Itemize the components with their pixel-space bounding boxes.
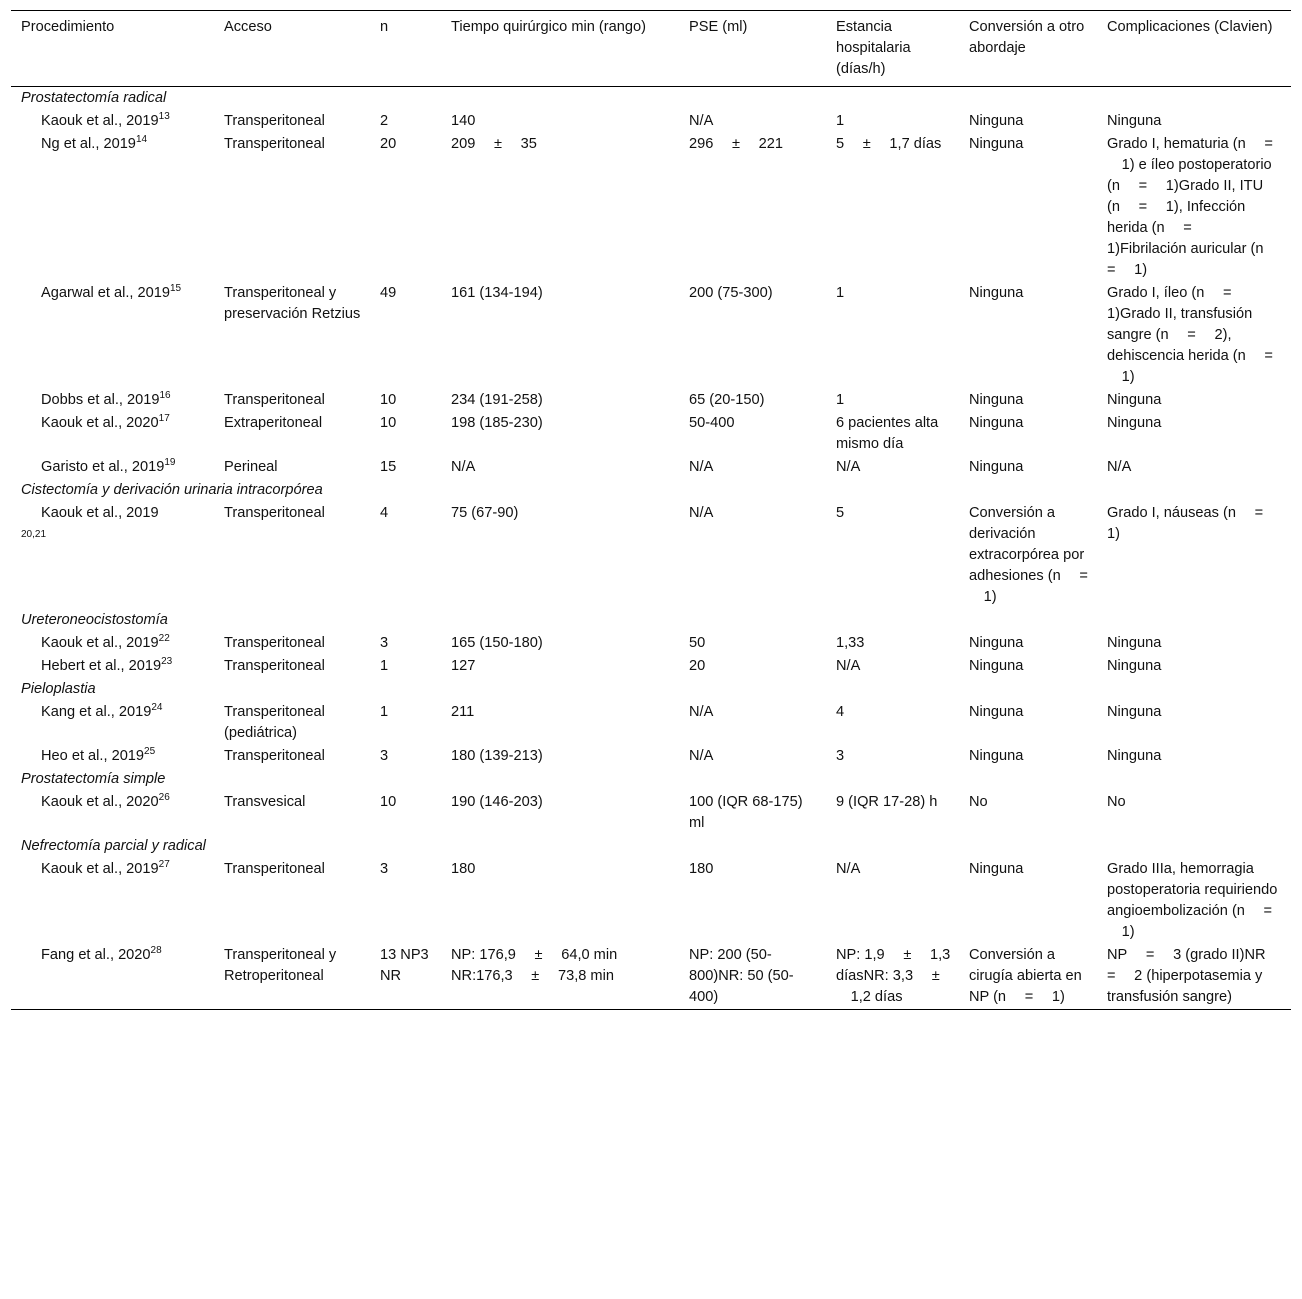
- cell-conversion: Ninguna: [969, 748, 1024, 764]
- header-acceso: Acceso: [224, 19, 272, 35]
- author-citation: Kaouk et al., 2019: [41, 113, 159, 129]
- cell-procedure: [11, 701, 214, 745]
- author-citation: Kaouk et al., 2019: [41, 505, 159, 521]
- cell-stay: N/A: [836, 658, 861, 674]
- cell-stay: N/A: [836, 459, 861, 475]
- cell-pse: 50-400: [689, 415, 735, 431]
- cell-pse: 296 ± 221: [689, 136, 784, 152]
- procedures-table: [11, 10, 1291, 1010]
- table-row: [11, 655, 1291, 678]
- table-row: [11, 282, 1291, 389]
- author-citation: Heo et al., 2019: [41, 748, 145, 764]
- author-citation: Kaouk et al., 2020: [41, 794, 159, 810]
- section-title: Pieloplastia: [21, 681, 96, 697]
- cell-complications: Ninguna: [1107, 635, 1162, 651]
- cell-conversion: Ninguna: [969, 861, 1024, 877]
- cell-n: 20: [380, 136, 397, 152]
- cell-n: 2: [380, 113, 389, 129]
- cell-complications: Ninguna: [1107, 658, 1162, 674]
- section-title: Nefrectomía parcial y radical: [21, 838, 206, 854]
- cell-pse: N/A: [689, 459, 714, 475]
- cell-procedure: [11, 502, 214, 609]
- section-row: [11, 87, 1291, 111]
- cell-stay: 1,33: [836, 635, 865, 651]
- cell-procedure: [11, 655, 214, 678]
- cell-time: 180 (139-213): [451, 748, 543, 764]
- reference-number: 24: [151, 702, 163, 714]
- cell-time: 127: [451, 658, 476, 674]
- cell-stay: N/A: [836, 861, 861, 877]
- cell-procedure: [11, 858, 214, 944]
- author-citation: Hebert et al., 2019: [41, 658, 162, 674]
- table-row: [11, 412, 1291, 456]
- cell-procedure: [11, 412, 214, 456]
- reference-number: 22: [158, 633, 170, 645]
- cell-time: 161 (134-194): [451, 285, 543, 301]
- section-title: Ureteroneocistostomía: [21, 612, 168, 628]
- reference-number: 16: [159, 390, 171, 402]
- section-row: [11, 835, 1291, 858]
- table-row: [11, 502, 1291, 609]
- section-title: Cistectomía y derivación urinaria intracorpórea: [21, 482, 323, 498]
- table-row: [11, 791, 1291, 835]
- reference-number: 28: [150, 945, 162, 957]
- reference-number: 19: [164, 457, 176, 469]
- cell-procedure: [11, 110, 214, 133]
- cell-n: 3: [380, 748, 389, 764]
- header-n: n: [380, 19, 389, 35]
- cell-stay: 5: [836, 505, 845, 521]
- cell-procedure: [11, 791, 214, 835]
- cell-stay: 6 pacientes alta mismo día: [836, 415, 939, 452]
- cell-n: 4: [380, 505, 389, 521]
- cell-time: 209 ± 35: [451, 136, 537, 152]
- author-citation: Kaouk et al., 2020: [41, 415, 159, 431]
- cell-stay: 1: [836, 392, 845, 408]
- cell-complications: No: [1107, 794, 1126, 810]
- reference-number: 20,21: [21, 529, 47, 540]
- cell-pse: 50: [689, 635, 706, 651]
- cell-time: 140: [451, 113, 476, 129]
- cell-procedure: [11, 456, 214, 479]
- cell-n: 15: [380, 459, 397, 475]
- cell-conversion: Ninguna: [969, 635, 1024, 651]
- author-citation: Dobbs et al., 2019: [41, 392, 160, 408]
- cell-access: Extraperitoneal: [224, 415, 323, 431]
- cell-time: 234 (191-258): [451, 392, 543, 408]
- reference-number: 15: [170, 283, 182, 295]
- cell-n: 10: [380, 415, 397, 431]
- cell-complications: Ninguna: [1107, 392, 1162, 408]
- cell-time: NP: 176,9 ± 64,0 min NR:176,3 ± 73,8 min: [451, 947, 618, 984]
- reference-number: 17: [158, 413, 170, 425]
- cell-procedure: [11, 133, 214, 282]
- author-citation: Kaouk et al., 2019: [41, 635, 159, 651]
- header-tiempo: Tiempo quirúrgico min (rango): [451, 19, 646, 35]
- cell-conversion: Ninguna: [969, 658, 1024, 674]
- cell-procedure: [11, 389, 214, 412]
- cell-complications: N/A: [1107, 459, 1132, 475]
- cell-conversion: Ninguna: [969, 704, 1024, 720]
- reference-number: 27: [158, 859, 170, 871]
- section-title: Prostatectomía radical: [21, 90, 167, 106]
- cell-conversion: Conversión a cirugía abierta en NP (n = 1): [969, 947, 1082, 1005]
- header-row: [11, 11, 1291, 87]
- cell-access: Transperitoneal y Retroperitoneal: [224, 947, 337, 984]
- cell-n: 1: [380, 704, 389, 720]
- cell-n: 1: [380, 658, 389, 674]
- cell-time: 198 (185-230): [451, 415, 543, 431]
- cell-complications: Ninguna: [1107, 748, 1162, 764]
- table-row: [11, 632, 1291, 655]
- cell-procedure: [11, 944, 214, 1010]
- cell-conversion: No: [969, 794, 988, 810]
- author-citation: Garisto et al., 2019: [41, 459, 165, 475]
- cell-conversion: Ninguna: [969, 459, 1024, 475]
- cell-n: 13 NP3 NR: [380, 947, 429, 984]
- cell-time: N/A: [451, 459, 476, 475]
- cell-pse: N/A: [689, 505, 714, 521]
- cell-n: 10: [380, 392, 397, 408]
- table-header: [11, 11, 1291, 87]
- cell-time: 190 (146-203): [451, 794, 543, 810]
- cell-access: Perineal: [224, 459, 278, 475]
- author-citation: Kaouk et al., 2019: [41, 861, 159, 877]
- cell-pse: NP: 200 (50-800)NR: 50 (50-400): [689, 947, 794, 1005]
- cell-pse: N/A: [689, 113, 714, 129]
- cell-time: 211: [451, 704, 475, 720]
- cell-n: 3: [380, 861, 389, 877]
- cell-pse: N/A: [689, 704, 714, 720]
- reference-number: 25: [144, 746, 156, 758]
- cell-access: Transvesical: [224, 794, 306, 810]
- cell-conversion: Ninguna: [969, 285, 1024, 301]
- section-row: [11, 479, 1291, 502]
- cell-stay: NP: 1,9 ± 1,3 díasNR: 3,3 ± 1,2 días: [836, 947, 951, 1005]
- author-citation: Agarwal et al., 2019: [41, 285, 170, 301]
- cell-stay: 1: [836, 113, 845, 129]
- table-body: [11, 87, 1291, 1010]
- table-row: [11, 133, 1291, 282]
- cell-complications: Grado IIIa, hemorragia postoperatoria requiriendo angioembolización (n = 1): [1107, 861, 1278, 940]
- cell-access: Transperitoneal: [224, 861, 325, 877]
- cell-complications: Grado I, íleo (n = 1)Grado II, transfusión sangre (n = 2), dehiscencia herida (n = 1): [1107, 285, 1273, 385]
- cell-complications: NP = 3 (grado II)NR = 2 (hiperpotasemia y transfusión sangre): [1107, 947, 1281, 1005]
- cell-conversion: Ninguna: [969, 113, 1024, 129]
- cell-access: Transperitoneal: [224, 392, 325, 408]
- cell-stay: 4: [836, 704, 845, 720]
- reference-number: 26: [158, 792, 170, 804]
- cell-access: Transperitoneal (pediátrica): [224, 704, 325, 741]
- cell-pse: 100 (IQR 68-175) ml: [689, 794, 803, 831]
- cell-access: Transperitoneal: [224, 113, 325, 129]
- table-row: [11, 858, 1291, 944]
- table-row: [11, 110, 1291, 133]
- cell-access: Transperitoneal: [224, 136, 325, 152]
- cell-stay: 9 (IQR 17-28) h: [836, 794, 938, 810]
- table-row: [11, 944, 1291, 1010]
- section-row: [11, 678, 1291, 701]
- reference-number: 13: [158, 111, 170, 123]
- cell-complications: Ninguna: [1107, 704, 1162, 720]
- cell-time: 165 (150-180): [451, 635, 543, 651]
- header-conversion: Conversión a otro abordaje: [969, 19, 1085, 56]
- reference-number: 23: [161, 656, 173, 668]
- header-complicaciones: Complicaciones (Clavien): [1107, 19, 1273, 35]
- cell-complications: Grado I, hematuria (n = 1) e íleo postoperatorio (n = 1)Grado II, ITU (n = 1), Infección herida (n = 1)Fibrilación auricular (n = 1): [1107, 136, 1279, 278]
- cell-procedure: [11, 632, 214, 655]
- cell-procedure: [11, 282, 214, 389]
- cell-access: Transperitoneal y preservación Retzius: [224, 285, 361, 322]
- author-citation: Kang et al., 2019: [41, 704, 152, 720]
- cell-pse: 65 (20-150): [689, 392, 765, 408]
- cell-n: 10: [380, 794, 397, 810]
- table-row: [11, 745, 1291, 768]
- section-title: Prostatectomía simple: [21, 771, 166, 787]
- cell-stay: 1: [836, 285, 845, 301]
- author-citation: Fang et al., 2020: [41, 947, 151, 963]
- cell-time: 180: [451, 861, 476, 877]
- cell-stay: 3: [836, 748, 845, 764]
- cell-time: 75 (67-90): [451, 505, 519, 521]
- author-citation: Ng et al., 2019: [41, 136, 136, 152]
- cell-stay: 5 ± 1,7 días: [836, 136, 942, 152]
- header-procedimiento: Procedimiento: [21, 19, 115, 35]
- section-row: [11, 609, 1291, 632]
- table-container: [11, 10, 1291, 1010]
- table-row: [11, 389, 1291, 412]
- table-row: [11, 701, 1291, 745]
- cell-pse: 200 (75-300): [689, 285, 773, 301]
- header-pse: PSE (ml): [689, 19, 748, 35]
- cell-pse: 20: [689, 658, 706, 674]
- section-row: [11, 768, 1291, 791]
- cell-complications: Ninguna: [1107, 415, 1162, 431]
- cell-conversion: Ninguna: [969, 136, 1024, 152]
- cell-conversion: Conversión a derivación extracorpórea por adhesiones (n = 1): [969, 505, 1088, 605]
- cell-complications: Ninguna: [1107, 113, 1162, 129]
- cell-n: 49: [380, 285, 397, 301]
- header-estancia: Estancia hospitalaria (días/h): [836, 19, 911, 77]
- cell-complications: Grado I, náuseas (n = 1): [1107, 505, 1282, 542]
- table-row: [11, 456, 1291, 479]
- cell-access: Transperitoneal: [224, 505, 325, 521]
- cell-pse: 180: [689, 861, 714, 877]
- cell-conversion: Ninguna: [969, 392, 1024, 408]
- cell-conversion: Ninguna: [969, 415, 1024, 431]
- cell-access: Transperitoneal: [224, 658, 325, 674]
- cell-access: Transperitoneal: [224, 748, 325, 764]
- cell-pse: N/A: [689, 748, 714, 764]
- reference-number: 14: [135, 134, 148, 146]
- cell-access: Transperitoneal: [224, 635, 325, 651]
- cell-procedure: [11, 745, 214, 768]
- cell-n: 3: [380, 635, 389, 651]
